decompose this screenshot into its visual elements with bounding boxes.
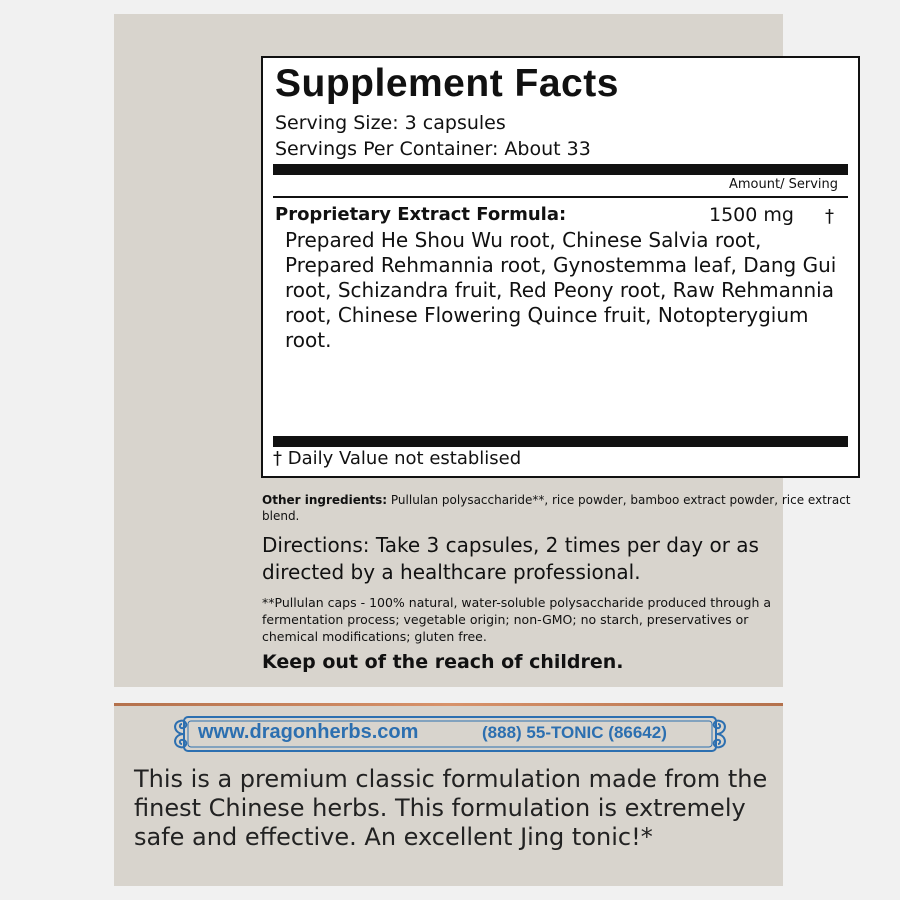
directions: Directions: Take 3 capsules, 2 times per day or as directed by a healthcare professional.	[262, 533, 759, 584]
child-warning: Keep out of the reach of children.	[262, 651, 624, 673]
serving-size: Serving Size: 3 capsules	[275, 112, 506, 134]
supplement-facts-box	[261, 56, 860, 478]
label-panel-top	[114, 14, 851, 687]
divider-thick-top	[273, 164, 848, 175]
formula-name: Proprietary Extract Formula:	[275, 204, 567, 225]
divider-thin	[273, 196, 848, 198]
other-ingredients	[262, 492, 882, 524]
copper-divider	[114, 703, 783, 706]
daily-value-note: † Daily Value not establised	[273, 448, 522, 469]
contact-banner	[170, 711, 730, 757]
ingredient-list: Prepared He Shou Wu root, Chinese Salvia root, Prepared Rehmannia root, Gynostemma leaf, Dang Gui root, Schizandra fruit, Red Peony root, Raw Rehmannia root, Chinese Flowering Quince fruit, Notopterygium root.	[285, 228, 837, 352]
phone-number[interactable]: (888) 55-TONIC (86642)	[482, 723, 667, 742]
supplement-facts-title: Supplement Facts	[275, 62, 619, 105]
amount-per-serving-header: Amount/ Serving	[729, 177, 838, 192]
pullulan-note: **Pullulan caps - 100% natural, water-soluble polysaccharide produced through a fermentation process; vegetable origin; non-GMO; no starch, preservatives or chemical modifications; gluten free.	[262, 595, 772, 644]
other-ingredients-label: Other ingredients:	[262, 493, 388, 507]
divider-thick-bottom	[273, 436, 848, 447]
label-panel-bottom	[114, 703, 783, 886]
product-tagline: This is a premium classic formulation made from the finest Chinese herbs. This formulation is extremely safe and effective. An excellent Jing tonic!*	[134, 765, 768, 851]
servings-per-container: Servings Per Container: About 33	[275, 138, 591, 160]
formula-amount: 1500 mg	[709, 204, 794, 226]
formula-dagger: †	[825, 206, 834, 227]
other-ingredients-text: Pullulan polysaccharide**, rice powder, bamboo extract powder, rice extract blend.	[262, 493, 851, 523]
website-link[interactable]: www.dragonherbs.com	[198, 721, 419, 743]
